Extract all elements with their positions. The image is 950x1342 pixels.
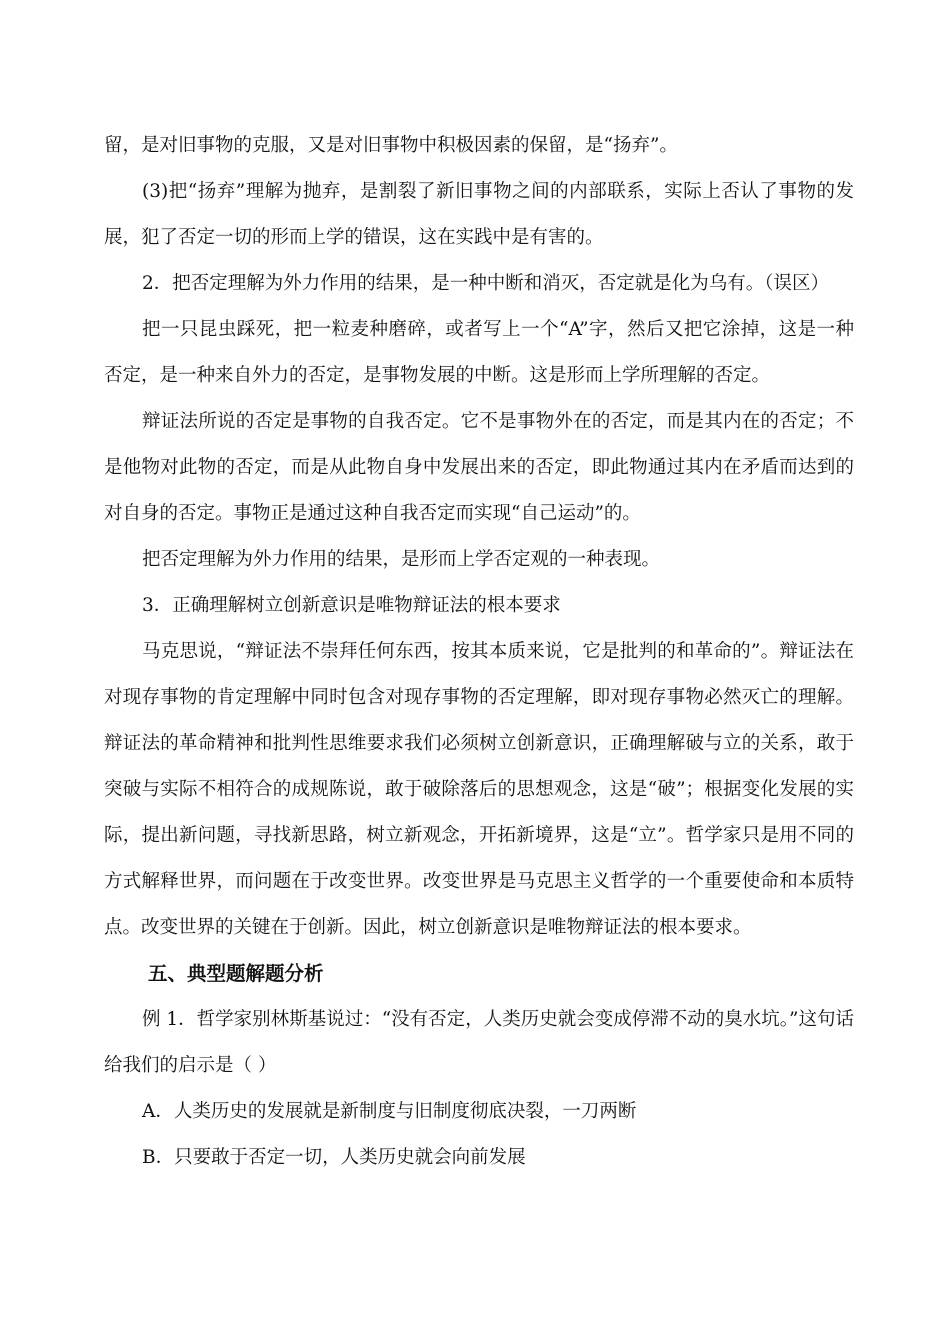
option-a: A．人类历史的发展就是新制度与旧制度彻底决裂，一刀两断 (142, 1101, 637, 1122)
section-heading: 五、典型题解题分析 (148, 962, 324, 985)
paragraph-dialectical-negation: 辩证法所说的否定是事物的自我否定。它不是事物外在的否定，而是其内在的否定；不是他物对此物的否定，而是从此物自身中发展出来的否定，即此物通过其内在矛盾而达到的对自身的否定。事物正是通过这种自我否定而实现“自己运动”的。 (104, 411, 854, 524)
paragraph-marx-quote: 马克思说，“辩证法不崇拜任何东西，按其本质来说，它是批判的和革命的”。辩证法在对现存事物的肯定理解中同时包含对现存事物的否定理解，即对现存事物必然灭亡的理解。辩证法的革命精神和批判性思维要求我们必须树立创新意识，正确理解破与立的关系，敢于突破与实际不相符合的成规陈说，敢于破除落后的思想观念，这是“破”；根据变化发展的实际，提出新问题，寻找新思路，树立新观念，开拓新境界，这是“立”。哲学家只是用不同的方式解释世界，而问题在于改变世界。改变世界是马克思主义哲学的一个重要使命和本质特点。改变世界的关键在于创新。因此，树立创新意识是唯物辩证法的根本要求。 (104, 641, 854, 938)
option-b: B．只要敢于否定一切，人类历史就会向前发展 (142, 1147, 526, 1168)
paragraph-continued: 留，是对旧事物的克服，又是对旧事物中积极因素的保留，是“扬弃”。 (104, 135, 678, 156)
paragraph-item-2: 2．把否定理解为外力作用的结果，是一种中断和消灭，否定就是化为乌有。（误区） (142, 273, 830, 294)
paragraph-insect-example: 把一只昆虫踩死，把一粒麦种磨碎，或者写上一个“A”字，然后又把它涂掉，这是一种否定，是一种来自外力的否定，是事物发展的中断。这是形而上学所理解的否定。 (104, 319, 854, 386)
document-body (104, 123, 854, 1181)
paragraph-item-3: 3．正确理解树立创新意识是唯物辩证法的根本要求 (142, 595, 561, 616)
example-question: 例 1．哲学家别林斯基说过：“没有否定，人类历史就会变成停滞不动的臭水坑。”这句话给我们的启示是（ ） (104, 1009, 854, 1076)
paragraph-metaphysics-summary: 把否定理解为外力作用的结果，是形而上学否定观的一种表现。 (142, 549, 661, 570)
paragraph-point-3: (3)把“扬弃”理解为抛弃，是割裂了新旧事物之间的内部联系，实际上否认了事物的发展，犯了否定一切的形而上学的错误，这在实践中是有害的。 (104, 181, 854, 248)
